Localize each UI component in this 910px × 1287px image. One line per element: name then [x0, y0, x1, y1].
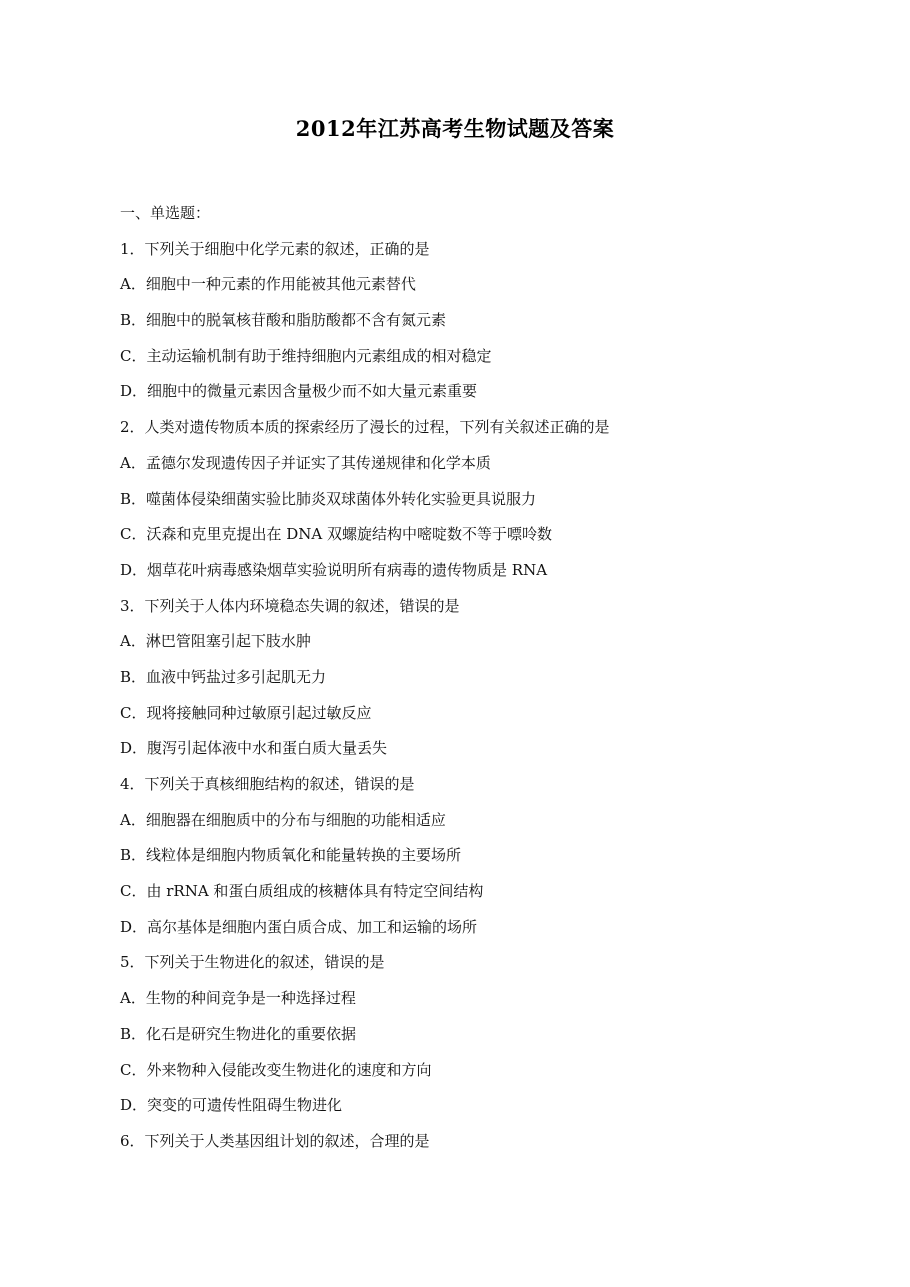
question-2-option-b: B．噬菌体侵染细菌实验比肺炎双球菌体外转化实验更具说服力 [120, 489, 537, 508]
question-2-stem: 2．人类对遗传物质本质的探索经历了漫长的过程，下列有关叙述正确的是 [120, 418, 610, 437]
question-4-option-d: D．高尔基体是细胞内蛋白质合成、加工和运输的场所 [120, 917, 478, 936]
question-5-option-a: A．生物的种间竞争是一种选择过程 [120, 989, 356, 1008]
question-3-option-b: B．血液中钙盐过多引起肌无力 [120, 667, 327, 686]
question-2-option-d: D．烟草花叶病毒感染烟草实验说明所有病毒的遗传物质是 RNA [120, 560, 548, 579]
question-1-option-d: D．细胞中的微量元素因含量极少而不如大量元素重要 [120, 382, 478, 401]
section-heading: 一、单选题： [120, 204, 211, 222]
question-5-option-d: D．突变的可遗传性阻碍生物进化 [120, 1096, 343, 1115]
question-4-stem: 4．下列关于真核细胞结构的叙述，错误的是 [120, 775, 415, 793]
question-3-option-a: A．淋巴管阻塞引起下肢水肿 [120, 632, 311, 651]
question-4-option-a: A．细胞器在细胞质中的分布与细胞的功能相适应 [120, 810, 446, 829]
question-1-option-b: B．细胞中的脱氧核苷酸和脂肪酸都不含有氮元素 [120, 311, 447, 330]
question-1-option-a: A．细胞中一种元素的作用能被其他元素替代 [120, 275, 416, 294]
question-5-option-b: B．化石是研究生物进化的重要依据 [120, 1024, 357, 1043]
question-1-option-c: C．主动运输机制有助于维持细胞内元素组成的相对稳定 [120, 346, 492, 365]
document-body [120, 202, 840, 1166]
question-5-option-c: C．外来物种入侵能改变生物进化的速度和方向 [120, 1060, 432, 1079]
question-6-stem: 6．下列关于人类基因组计划的叙述，合理的是 [120, 1131, 430, 1150]
question-2-option-c: C．沃森和克里克提出在 DNA 双螺旋结构中嘧啶数不等于嘌呤数 [120, 525, 552, 544]
question-3-stem: 3．下列关于人体内环境稳态失调的叙述，错误的是 [120, 596, 460, 615]
question-3-option-c: C．现将接触同种过敏原引起过敏反应 [120, 703, 372, 722]
question-4-option-b: B．线粒体是细胞内物质氧化和能量转换的主要场所 [120, 846, 462, 865]
question-5-stem: 5．下列关于生物进化的叙述，错误的是 [120, 953, 385, 972]
question-4-option-c: C．由 rRNA 和蛋白质组成的核糖体具有特定空间结构 [120, 882, 484, 901]
document-title: 2012年江苏高考生物试题及答案 [295, 116, 615, 141]
question-3-option-d: D．腹泻引起体液中水和蛋白质大量丢失 [120, 739, 388, 758]
question-2-option-a: A．孟德尔发现遗传因子并证实了其传递规律和化学本质 [120, 453, 491, 472]
question-1-stem: 1．下列关于细胞中化学元素的叙述，正确的是 [120, 239, 430, 258]
